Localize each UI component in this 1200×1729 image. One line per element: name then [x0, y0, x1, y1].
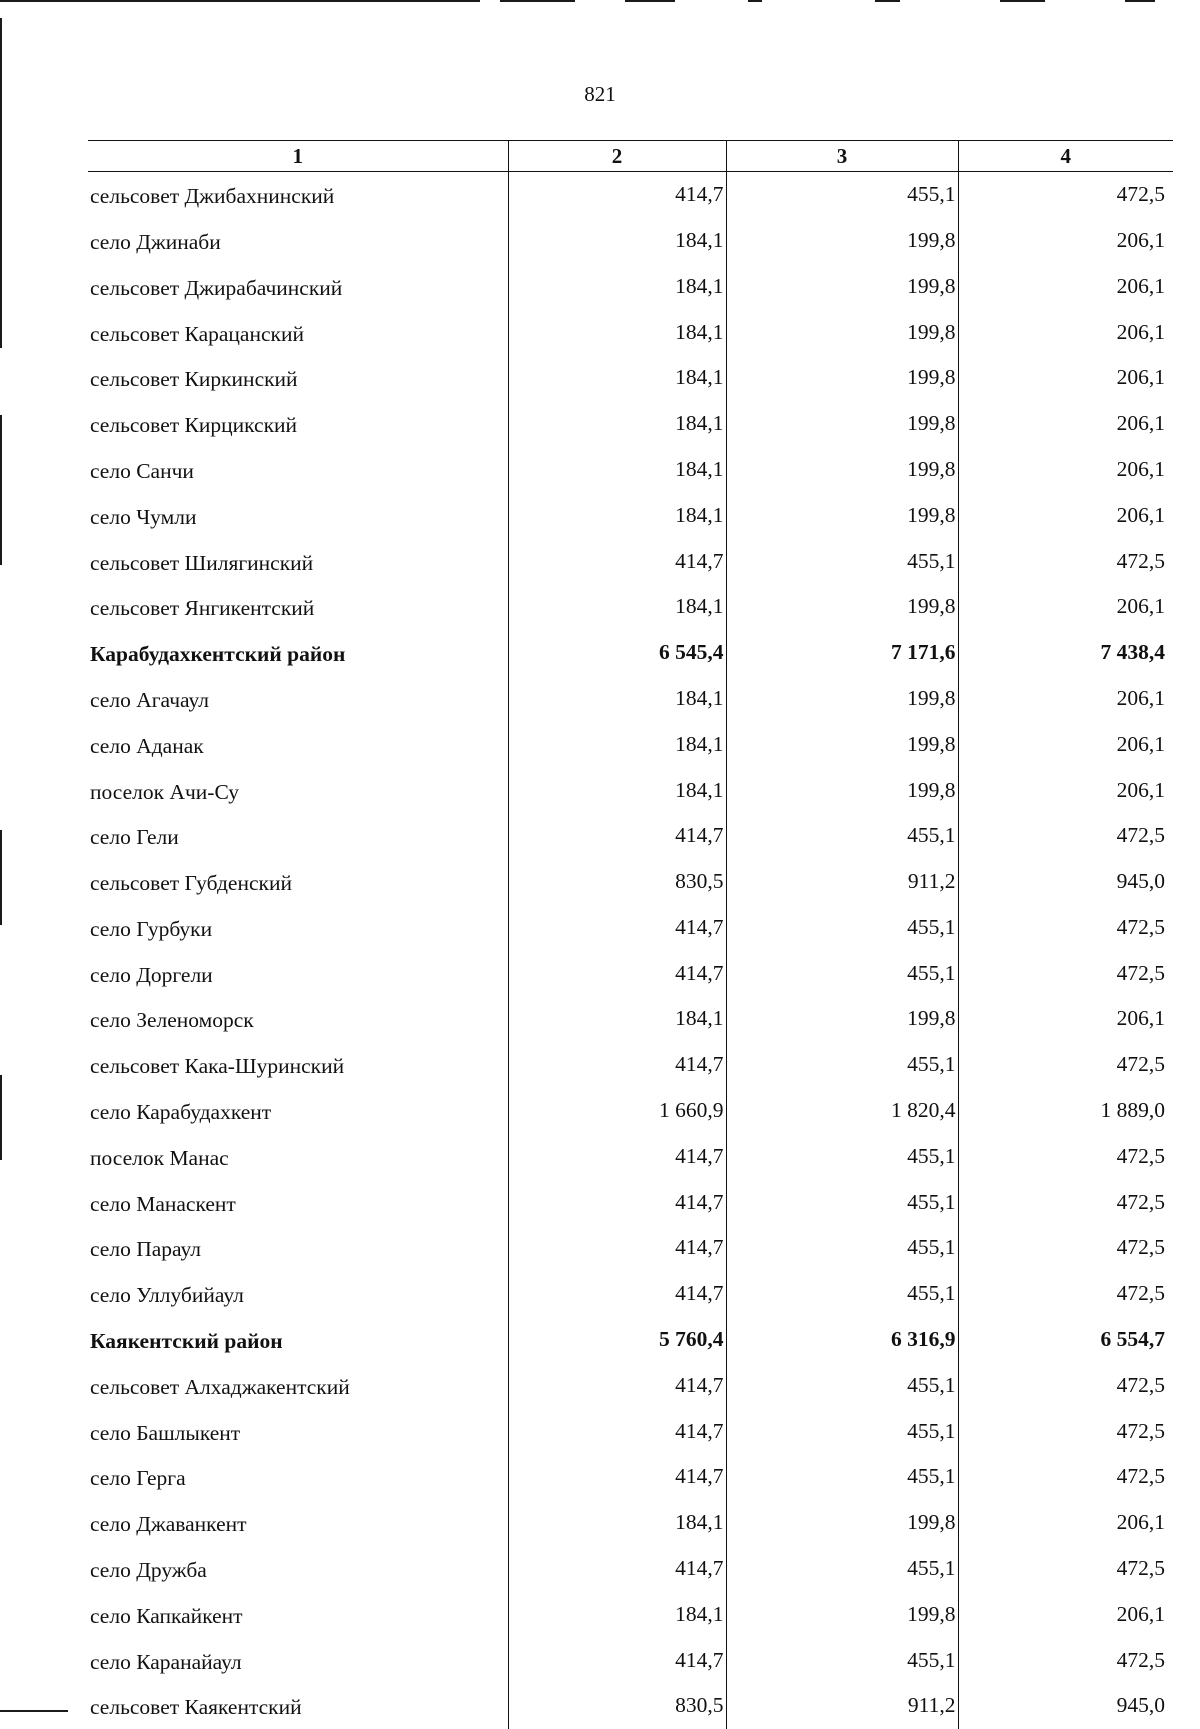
row-value-col4: 6 554,7	[958, 1317, 1173, 1363]
table-row	[88, 1683, 1173, 1729]
row-name-cell: село Джаванкент	[88, 1500, 508, 1546]
row-value-col2: 414,7	[508, 1134, 726, 1180]
row-name-cell: сельсовет Янгикентский	[88, 584, 508, 630]
scan-artifact-top-dash	[500, 0, 575, 2]
row-name-cell: Каякентский район	[88, 1317, 508, 1363]
row-value-col3: 7 171,6	[726, 630, 958, 676]
row-value-col2: 184,1	[508, 676, 726, 722]
table-row	[88, 172, 1173, 218]
row-value-col2: 414,7	[508, 1225, 726, 1271]
row-value-col2: 184,1	[508, 493, 726, 539]
row-name-cell: село Гели	[88, 813, 508, 859]
row-value-col4: 472,5	[958, 951, 1173, 997]
table-row	[88, 264, 1173, 310]
row-value-col2: 184,1	[508, 996, 726, 1042]
row-value-col3: 455,1	[726, 172, 958, 218]
row-value-col3: 455,1	[726, 1042, 958, 1088]
row-value-col3: 455,1	[726, 1180, 958, 1226]
row-name-cell: село Зеленоморск	[88, 996, 508, 1042]
row-value-col2: 184,1	[508, 355, 726, 401]
scan-artifact-left-edge	[0, 18, 2, 348]
row-value-col4: 472,5	[958, 1271, 1173, 1317]
row-value-col3: 199,8	[726, 676, 958, 722]
row-value-col4: 472,5	[958, 1042, 1173, 1088]
row-name-cell: село Дружба	[88, 1546, 508, 1592]
table-row-district-total	[88, 1317, 1173, 1363]
table-row	[88, 1592, 1173, 1638]
row-value-col2: 414,7	[508, 1363, 726, 1409]
table-row	[88, 859, 1173, 905]
row-value-col2: 414,7	[508, 1546, 726, 1592]
row-value-col3: 455,1	[726, 1638, 958, 1684]
column-header-3: 3	[726, 141, 958, 172]
row-value-col3: 455,1	[726, 1409, 958, 1455]
row-name-cell: сельсовет Алхаджакентский	[88, 1363, 508, 1409]
row-value-col3: 455,1	[726, 951, 958, 997]
table-row	[88, 1134, 1173, 1180]
row-value-col4: 206,1	[958, 264, 1173, 310]
row-value-col4: 945,0	[958, 859, 1173, 905]
table-row	[88, 1454, 1173, 1500]
table-row	[88, 722, 1173, 768]
row-value-col2: 184,1	[508, 584, 726, 630]
row-name-cell: сельсовет Каякентский	[88, 1683, 508, 1729]
scan-artifact-top-dash	[1000, 0, 1045, 2]
row-name-cell: сельсовет Губденский	[88, 859, 508, 905]
row-value-col2: 414,7	[508, 1454, 726, 1500]
row-value-col4: 472,5	[958, 1363, 1173, 1409]
row-value-col4: 206,1	[958, 767, 1173, 813]
row-name-cell: поселок Ачи-Су	[88, 767, 508, 813]
row-value-col4: 206,1	[958, 676, 1173, 722]
row-name-cell: сельсовет Карацанский	[88, 309, 508, 355]
row-value-col3: 455,1	[726, 1546, 958, 1592]
row-value-col2: 184,1	[508, 447, 726, 493]
table-row	[88, 309, 1173, 355]
row-value-col4: 206,1	[958, 722, 1173, 768]
row-value-col4: 472,5	[958, 1180, 1173, 1226]
scan-artifact-top-dash	[748, 0, 762, 2]
row-value-col4: 472,5	[958, 813, 1173, 859]
row-value-col2: 184,1	[508, 218, 726, 264]
table-row	[88, 218, 1173, 264]
row-name-cell: село Агачаул	[88, 676, 508, 722]
row-value-col2: 414,7	[508, 1042, 726, 1088]
table-row	[88, 1500, 1173, 1546]
row-value-col4: 206,1	[958, 493, 1173, 539]
row-value-col3: 199,8	[726, 996, 958, 1042]
row-name-cell: сельсовет Джибахнинский	[88, 172, 508, 218]
row-name-cell: сельсовет Кирцикский	[88, 401, 508, 447]
table-row	[88, 1638, 1173, 1684]
row-value-col2: 414,7	[508, 1180, 726, 1226]
data-table	[88, 140, 1173, 1729]
table-row	[88, 538, 1173, 584]
row-value-col2: 414,7	[508, 538, 726, 584]
row-name-cell: село Джинаби	[88, 218, 508, 264]
table-row	[88, 493, 1173, 539]
table-row	[88, 447, 1173, 493]
scan-artifact-left-edge	[0, 1075, 2, 1160]
row-name-cell: село Капкайкент	[88, 1592, 508, 1638]
row-value-col4: 472,5	[958, 1546, 1173, 1592]
row-value-col4: 206,1	[958, 584, 1173, 630]
row-value-col3: 199,8	[726, 1500, 958, 1546]
row-value-col3: 199,8	[726, 218, 958, 264]
row-value-col3: 911,2	[726, 859, 958, 905]
table-row	[88, 1042, 1173, 1088]
row-value-col4: 7 438,4	[958, 630, 1173, 676]
scan-artifact-top-line	[0, 0, 480, 2]
row-name-cell: село Доргели	[88, 951, 508, 997]
row-value-col3: 455,1	[726, 905, 958, 951]
row-value-col4: 472,5	[958, 1638, 1173, 1684]
row-value-col2: 414,7	[508, 1271, 726, 1317]
row-value-col2: 1 660,9	[508, 1088, 726, 1134]
table-row	[88, 584, 1173, 630]
row-name-cell: село Башлыкент	[88, 1409, 508, 1455]
scan-artifact-bottom-line	[0, 1710, 68, 1712]
row-value-col2: 414,7	[508, 172, 726, 218]
row-name-cell: село Параул	[88, 1225, 508, 1271]
row-value-col2: 184,1	[508, 401, 726, 447]
table-row	[88, 1271, 1173, 1317]
row-value-col3: 199,8	[726, 447, 958, 493]
row-value-col4: 472,5	[958, 1409, 1173, 1455]
row-value-col4: 472,5	[958, 1134, 1173, 1180]
table-row	[88, 767, 1173, 813]
scan-artifact-top-dash	[625, 0, 675, 2]
row-name-cell: село Карабудахкент	[88, 1088, 508, 1134]
row-name-cell: сельсовет Кака-Шуринский	[88, 1042, 508, 1088]
row-value-col3: 455,1	[726, 1134, 958, 1180]
row-value-col4: 472,5	[958, 1454, 1173, 1500]
row-value-col4: 472,5	[958, 538, 1173, 584]
table-row	[88, 355, 1173, 401]
row-value-col3: 199,8	[726, 401, 958, 447]
row-value-col4: 206,1	[958, 1500, 1173, 1546]
row-value-col4: 945,0	[958, 1683, 1173, 1729]
table-row	[88, 951, 1173, 997]
table-body	[88, 172, 1173, 1729]
row-value-col2: 5 760,4	[508, 1317, 726, 1363]
row-value-col2: 184,1	[508, 722, 726, 768]
row-value-col2: 184,1	[508, 1592, 726, 1638]
column-header-1: 1	[88, 141, 508, 172]
scan-artifact-top-dash	[1125, 0, 1155, 2]
scan-artifact-left-edge	[0, 415, 2, 565]
row-value-col4: 472,5	[958, 172, 1173, 218]
table-row	[88, 1363, 1173, 1409]
row-value-col2: 830,5	[508, 859, 726, 905]
table-row-district-total	[88, 630, 1173, 676]
row-value-col3: 199,8	[726, 355, 958, 401]
row-value-col2: 830,5	[508, 1683, 726, 1729]
row-value-col4: 472,5	[958, 1225, 1173, 1271]
row-value-col2: 414,7	[508, 813, 726, 859]
row-name-cell: сельсовет Шилягинский	[88, 538, 508, 584]
row-value-col3: 199,8	[726, 722, 958, 768]
row-name-cell: село Уллубийаул	[88, 1271, 508, 1317]
table-row	[88, 676, 1173, 722]
row-name-cell: сельсовет Киркинский	[88, 355, 508, 401]
row-value-col2: 414,7	[508, 905, 726, 951]
row-value-col4: 1 889,0	[958, 1088, 1173, 1134]
row-name-cell: поселок Манас	[88, 1134, 508, 1180]
table-row	[88, 401, 1173, 447]
row-name-cell: село Санчи	[88, 447, 508, 493]
row-value-col3: 455,1	[726, 1363, 958, 1409]
row-value-col4: 206,1	[958, 996, 1173, 1042]
row-value-col3: 455,1	[726, 813, 958, 859]
row-value-col3: 455,1	[726, 538, 958, 584]
table-row	[88, 813, 1173, 859]
table-row	[88, 1180, 1173, 1226]
row-value-col2: 414,7	[508, 1638, 726, 1684]
row-value-col3: 199,8	[726, 1592, 958, 1638]
table-row	[88, 905, 1173, 951]
table-row	[88, 996, 1173, 1042]
row-value-col3: 199,8	[726, 264, 958, 310]
scan-artifact-top-dash	[875, 0, 900, 2]
row-value-col4: 206,1	[958, 447, 1173, 493]
column-header-4: 4	[958, 141, 1173, 172]
row-value-col4: 206,1	[958, 309, 1173, 355]
row-value-col3: 911,2	[726, 1683, 958, 1729]
row-value-col4: 206,1	[958, 1592, 1173, 1638]
row-value-col3: 455,1	[726, 1454, 958, 1500]
row-name-cell: село Чумли	[88, 493, 508, 539]
row-value-col2: 184,1	[508, 1500, 726, 1546]
row-value-col3: 455,1	[726, 1225, 958, 1271]
row-value-col4: 206,1	[958, 218, 1173, 264]
row-name-cell: село Герга	[88, 1454, 508, 1500]
row-value-col3: 6 316,9	[726, 1317, 958, 1363]
row-value-col3: 199,8	[726, 309, 958, 355]
row-value-col2: 184,1	[508, 767, 726, 813]
row-value-col2: 184,1	[508, 264, 726, 310]
row-value-col2: 184,1	[508, 309, 726, 355]
row-value-col3: 199,8	[726, 493, 958, 539]
row-name-cell: сельсовет Джирабачинский	[88, 264, 508, 310]
table-header-row	[88, 141, 1173, 172]
table-row	[88, 1225, 1173, 1271]
row-name-cell: село Гурбуки	[88, 905, 508, 951]
row-value-col3: 1 820,4	[726, 1088, 958, 1134]
row-name-cell: село Манаскент	[88, 1180, 508, 1226]
column-header-2: 2	[508, 141, 726, 172]
row-name-cell: село Каранайаул	[88, 1638, 508, 1684]
row-value-col3: 199,8	[726, 584, 958, 630]
table-row	[88, 1409, 1173, 1455]
page-number: 821	[560, 82, 640, 107]
row-value-col2: 6 545,4	[508, 630, 726, 676]
row-value-col3: 199,8	[726, 767, 958, 813]
row-value-col2: 414,7	[508, 951, 726, 997]
row-value-col2: 414,7	[508, 1409, 726, 1455]
table-row	[88, 1546, 1173, 1592]
row-value-col4: 206,1	[958, 401, 1173, 447]
row-name-cell: Карабудахкентский район	[88, 630, 508, 676]
scan-artifact-left-edge	[0, 830, 2, 925]
table-row	[88, 1088, 1173, 1134]
row-value-col3: 455,1	[726, 1271, 958, 1317]
data-table-wrapper	[88, 140, 1173, 1729]
row-value-col4: 206,1	[958, 355, 1173, 401]
row-name-cell: село Аданак	[88, 722, 508, 768]
row-value-col4: 472,5	[958, 905, 1173, 951]
